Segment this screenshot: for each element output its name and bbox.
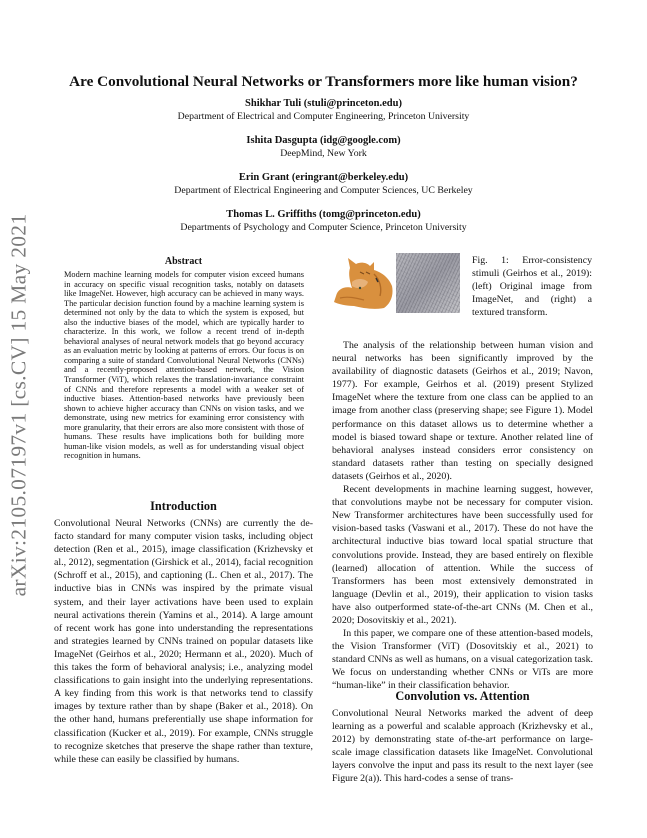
author-affiliation: Department of Electrical and Computer Engineering, Princeton University (177, 111, 470, 122)
author-affiliation: DeepMind, New York (280, 148, 367, 159)
author-name: Shikhar Tuli (stuli@princeton.edu) (245, 98, 402, 109)
author-affiliation: Departments of Psychology and Computer Science, Princeton University (180, 222, 467, 233)
author-name: Erin Grant (eringrant@berkeley.edu) (238, 172, 409, 183)
convolution-vs-attention-heading: Convolution vs. Attention (395, 689, 530, 703)
convolution-paragraph: Convolutional Neural Networks marked the advent of deep learning as a powerful and scalable approach (Krizhevsky et al., 2012) by demonstrating state of-the-art performance on large-scale image classification datasets like ImageNet. Convolutional layers convolve the input and pass its result to the next layer (see Figure 2(a)). This hard-codes a sense of trans- (332, 708, 593, 785)
author-3 (0, 171, 647, 197)
author-4 (0, 208, 647, 234)
paragraph-transformers: Recent developments in machine learning suggest, however, that convolutions maybe not be necessary for computer vision. New Transformer architectures have been successfully used for vision-based tasks (Vaswani et al., 2017). These do not have the architectural inductive bias toward local spatial structure that convolutions provide. Instead, they are based entirely on flexible (learned) allocation of attention. While the success of Transformers has been most extensively demonstrated in language (Devlin et al., 2019), their application to vision tasks have also outperformed state-of-the-art CNNs (M. Chen et al., 2020; Dosovitskiy et al., 2021). (332, 484, 593, 626)
figure-1-caption: Fig. 1: Error-consistency stimuli (Geirhos et al., 2019): (left) Original image from ImageNet, and (right) a textured transform. (472, 255, 592, 319)
paper-title: Are Convolutional Neural Networks or Transformers more like human vision? (69, 73, 578, 90)
textured-cat-image (396, 253, 460, 313)
right-column-body (332, 339, 593, 693)
convolution-section-body (332, 707, 593, 786)
abstract-text: Modern machine learning models for computer vision exceed humans in accuracy on specific visual recognition tasks, notably on datasets like ImageNet. However, high accuracy can be achieved in many ways. The particular decision function found by a machine learning system is determined not only by the data to which the system is exposed, but also the inductive biases of the model, which are typically harder to characterize. In this work, we follow a recent trend of in-depth behavioral analyses of neural network models that go beyond accuracy as an evaluation metric by looking at patterns of errors. Our focus is on comparing a suite of standard Convolutional Neural Networks (CNNs) and a recently-proposed attention-based network, the Vision Transformer (ViT), which relaxes the translation-invariance constraint of CNNs and therefore represents a model with a weaker set of inductive biases. Attention-based networks have previously been shown to achieve higher accuracy than CNNs on vision tasks, and we demonstrate, using new metrics for examining error consistency with more granularity, that their errors are also more consistent with those of humans. These results have implications both for building more human-like vision models, as well as for understanding visual object recognition in humans. (64, 270, 304, 461)
author-name: Ishita Dasgupta (idg@google.com) (246, 135, 401, 146)
arxiv-identifier-stamp (4, 200, 34, 610)
author-affiliation: Department of Electrical Engineering and Computer Sciences, UC Berkeley (174, 185, 473, 196)
author-1 (0, 97, 647, 123)
introduction-paragraph: Convolutional Neural Networks (CNNs) are currently the de-facto standard for many computer vision tasks, including object detection (Ren et al., 2015), image classification (Krizhevsky et al., 2012), segmentation (Girshick et al., 2014), facial recognition (Schroff et al., 2015), and captioning (L. Chen et al., 2017). The inductive bias in CNNs was inspired by the primate visual system, and their layer activations have been used to explain neural activations therein (Yamins et al., 2014). A large amount of recent work has gone into understanding the representations and strategies learned by CNNs trained on popular datasets like ImageNet (Geirhos et al., 2020; Hermann et al., 2020). Much of this takes the form of behavioral analysis; i.e., analyzing model classifications to gain insight into the underlying representations. A key finding from this work is that networks tend to classify images by texture rather than by shape (Baker et al., 2018). On the other hand, humans preferentially use shape information for classification (Kucker et al., 2019). For example, CNNs struggle to recognize sketches that preserve the shape rather than texture, while these can easily be classified by humans. (54, 518, 313, 765)
introduction-heading: Introduction (150, 499, 217, 513)
paragraph-this-paper: In this paper, we compare one of these attention-based models, the Vision Transformer (ViT) (Dosovitskiy et al., 2021) to standard CNNs as well as humans, on a visual categorization task. We focus on understanding whether CNNs or ViTs are more “human-like” in their classification behavior. (332, 628, 593, 692)
author-name: Thomas L. Griffiths (tomg@princeton.edu) (226, 209, 421, 220)
author-2 (0, 134, 647, 160)
abstract-heading: Abstract (164, 256, 203, 267)
paragraph-diagnostic-datasets: The analysis of the relationship between human vision and neural networks has been significantly improved by the availability of diagnostic datasets (Geirhos et al., 2019; Navon, 1977). For example, Geirhos et al. (2019) present Stylized ImageNet where the texture from one class can be applied to an image from another class (preserving shape; see Figure 1). Model performance on this dataset allows us to determine whether a model is biased toward shape or texture. Another related line of behavioral analyses instead considers error consistency on standard datasets rather than testing on specially designed datasets (Geirhos et al., 2020). (332, 340, 593, 482)
figure-1 (330, 252, 465, 314)
introduction-body (54, 517, 313, 766)
arxiv-stamp-text: arXiv:2105.07197v1 [cs.CV] 15 May 2021 (6, 213, 31, 597)
orange-cat-image (330, 252, 394, 312)
